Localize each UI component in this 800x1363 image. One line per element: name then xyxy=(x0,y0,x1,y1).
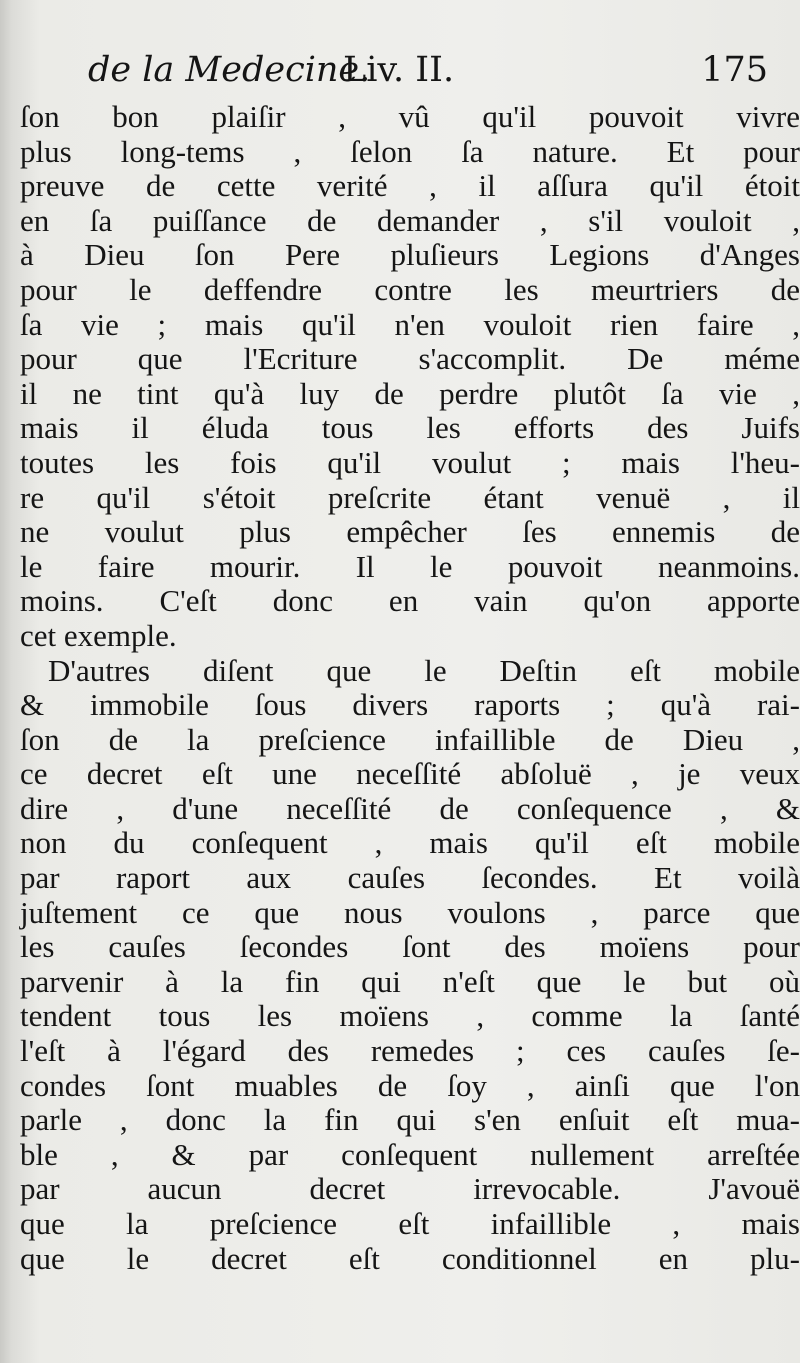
text-line: re qu'il s'étoit preſcrite étant venuë , il xyxy=(20,479,800,515)
text-line: parle , donc la fin qui s'en enſuit eſt mua- xyxy=(20,1102,800,1138)
paragraph-first-line: D'autres diſent que le Deſtin eſt mobile xyxy=(48,652,800,688)
text-line: que le decret eſt conditionnel en plu- xyxy=(20,1240,800,1276)
text-line: par aucun decret irrevocable. J'avouë xyxy=(20,1171,800,1207)
page-header xyxy=(88,50,768,96)
text-line: tendent tous les moïens , comme la ſanté xyxy=(20,998,800,1034)
text-line: le faire mourir. Il le pouvoit neanmoins. xyxy=(20,548,800,584)
text-line: à Dieu ſon Pere pluſieurs Legions d'Anges xyxy=(20,237,800,273)
text-line: & immobile ſous divers raports ; qu'à rai- xyxy=(20,687,800,723)
running-title: de la Medecine. xyxy=(88,50,371,90)
text-line: ſon de la preſcience infaillible de Dieu , xyxy=(20,721,800,757)
text-line: l'eſt à l'égard des remedes ; ces cauſes ſe- xyxy=(20,1033,800,1069)
text-line: ble , & par conſequent nullement arreſtée xyxy=(20,1136,800,1172)
book-number: Liv. II. xyxy=(343,50,455,90)
text-line: non du conſequent , mais qu'il eſt mobile xyxy=(20,825,800,861)
text-line: pour que l'Ecriture s'accomplit. De méme xyxy=(20,341,800,377)
text-line: dire , d'une neceſſité de conſequence , & xyxy=(20,790,800,826)
body-text xyxy=(20,100,800,1276)
text-line: il ne tint qu'à luy de perdre plutôt ſa vie , xyxy=(20,375,800,411)
text-line: mais il éluda tous les efforts des Juifs xyxy=(20,410,800,446)
text-line: ſa vie ; mais qu'il n'en vouloit rien faire , xyxy=(20,306,800,342)
text-line: ſon bon plaiſir , vû qu'il pouvoit vivre xyxy=(20,99,800,134)
text-line: parvenir à la fin qui n'eſt que le but où xyxy=(20,963,800,999)
text-line: moins. C'eſt donc en vain qu'on apporte xyxy=(20,583,800,619)
text-line: juſtement ce que nous voulons , parce que xyxy=(20,894,800,930)
text-line: cet exemple. xyxy=(20,617,177,653)
text-line: pour le deffendre contre les meurtriers de xyxy=(20,271,800,307)
text-line: ne voulut plus empêcher ſes ennemis de xyxy=(20,514,800,550)
text-line: condes ſont muables de ſoy , ainſi que l'on xyxy=(20,1067,800,1103)
text-line: que la preſcience eſt infaillible , mais xyxy=(20,1206,800,1241)
text-line: toutes les fois qu'il voulut ; mais l'heu- xyxy=(20,444,800,480)
text-line: ce decret eſt une neceſſité abſoluë , je veux xyxy=(20,756,800,792)
page-number: 175 xyxy=(701,50,768,90)
text-line: preuve de cette verité , il aſſura qu'il étoit xyxy=(20,168,800,204)
text-line: plus long-tems , ſelon ſa nature. Et pour xyxy=(20,133,800,169)
text-line: par raport aux cauſes ſecondes. Et voilà xyxy=(20,860,800,896)
text-line: en ſa puiſſance de demander , s'il vouloit , xyxy=(20,202,800,238)
text-line: les cauſes ſecondes ſont des moïens pour xyxy=(20,929,800,965)
